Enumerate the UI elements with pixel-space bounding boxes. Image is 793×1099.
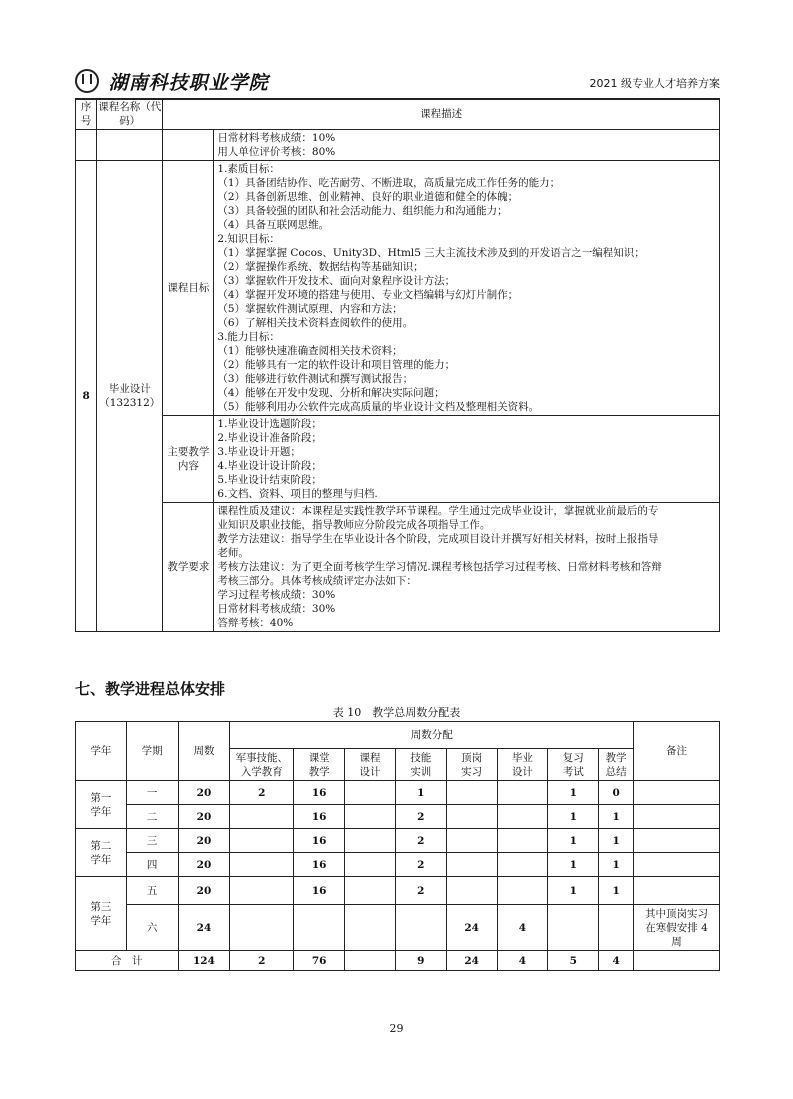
distribution-cell: 24 xyxy=(446,905,497,951)
desc-line: （4）掌握开发环境的搭建与使用、专业文档编辑与幻灯片制作； xyxy=(217,289,519,301)
distribution-cell xyxy=(345,781,396,805)
note-cell xyxy=(634,829,720,853)
note-cell: 其中顶岗实习 在寒假安排 4 周 xyxy=(634,905,720,951)
table-row xyxy=(76,805,720,829)
page-number: 29 xyxy=(389,1022,404,1035)
total-cell: 76 xyxy=(294,951,345,971)
page-header xyxy=(75,66,720,100)
distribution-cell xyxy=(230,905,294,951)
distribution-cell: 16 xyxy=(294,829,345,853)
plan-title: 2021 级专业人才培养方案 xyxy=(589,77,720,90)
header-name: 课程名称（代码） xyxy=(97,99,163,130)
desc-line: 2.知识目标： xyxy=(217,233,280,245)
distribution-cell xyxy=(497,805,548,829)
distribution-cell xyxy=(599,905,634,951)
distribution-cell xyxy=(446,805,497,829)
distribution-cell xyxy=(230,853,294,877)
table-row xyxy=(76,905,720,951)
distribution-cell xyxy=(345,829,396,853)
distribution-cell: 16 xyxy=(294,877,345,905)
table-row xyxy=(76,829,720,853)
distribution-cell: 2 xyxy=(395,805,446,829)
total-note xyxy=(634,951,720,971)
weeks-cell: 20 xyxy=(178,853,230,877)
desc-line: 答辩考核：40% xyxy=(217,617,294,629)
distribution-cell: 1 xyxy=(548,877,599,905)
desc-line: 6.文档、资料、项目的整理与归档. xyxy=(217,488,378,500)
term-cell: 六 xyxy=(126,905,178,951)
requirements-desc xyxy=(214,503,720,632)
distribution-cell: 1 xyxy=(548,781,599,805)
desc-line: 1.素质目标： xyxy=(217,163,280,175)
desc-line: （1）能够快速准确查阅相关技术资料； xyxy=(217,345,403,357)
desc-line: 1.毕业设计选题阶段； xyxy=(217,418,322,430)
distribution-cell xyxy=(345,877,396,905)
sub-header: 毕业 设计 xyxy=(497,749,548,781)
requirements-label: 教学要求 xyxy=(163,503,214,632)
desc-line: （5）掌握软件测试原理、内容和方法； xyxy=(217,303,403,315)
term-cell: 一 xyxy=(126,781,178,805)
distribution-cell: 1 xyxy=(548,805,599,829)
note-cell xyxy=(634,781,720,805)
desc-line: 业知识及职业技能，指导教师应分阶段完成各项指导工作。 xyxy=(217,519,491,531)
desc-line: （6）了解相关技术资料查阅软件的使用。 xyxy=(217,317,414,329)
content-label: 主要教学内容 xyxy=(163,416,214,503)
year-cell: 第三 学年 xyxy=(76,877,127,951)
distribution-cell xyxy=(446,853,497,877)
weeks-cell: 20 xyxy=(178,781,230,805)
desc-line: 5.毕业设计结束阶段； xyxy=(217,474,322,486)
distribution-cell: 2 xyxy=(230,781,294,805)
weeks-distribution-table xyxy=(75,721,720,971)
sub-header: 课堂 教学 xyxy=(294,749,345,781)
desc-line: 4.毕业设计设计阶段； xyxy=(217,460,322,472)
goals-label: 课程目标 xyxy=(163,161,214,416)
sub-header: 顶岗 实习 xyxy=(446,749,497,781)
school-name: 湖南科技职业学院 xyxy=(108,72,269,94)
distribution-cell xyxy=(548,905,599,951)
cont-name-cell xyxy=(97,130,163,161)
desc-line: （2）具备创新思维、创业精神、良好的职业道德和健全的体魄； xyxy=(217,191,519,203)
sub-header: 教学 总结 xyxy=(599,749,634,781)
desc-line: 老师。 xyxy=(217,547,249,559)
course-name: 毕业设计 （132312） xyxy=(97,161,163,632)
total-cell: 5 xyxy=(548,951,599,971)
distribution-cell xyxy=(345,905,396,951)
course-no: 8 xyxy=(76,161,97,632)
distribution-cell xyxy=(446,877,497,905)
distribution-cell xyxy=(230,877,294,905)
year-cell: 第二 学年 xyxy=(76,829,127,877)
distribution-cell: 4 xyxy=(497,905,548,951)
desc-line: 考核三部分。具体考核成绩评定办法如下： xyxy=(217,575,417,587)
distribution-cell xyxy=(230,829,294,853)
distribution-cell xyxy=(395,905,446,951)
desc-line: 3.能力目标： xyxy=(217,331,280,343)
distribution-cell xyxy=(446,781,497,805)
header-no: 序号 xyxy=(76,99,97,130)
sub-header: 复习 考试 xyxy=(548,749,599,781)
desc-line: （1）掌握掌握 Cocos、Unity3D、Html5 三大主流技术涉及到的开发语言之一编程知识； xyxy=(217,247,645,259)
desc-line: （3）掌握软件开发技术、面向对象程序设计方法； xyxy=(217,275,456,287)
distribution-cell xyxy=(497,853,548,877)
header-year: 学年 xyxy=(76,722,127,781)
distribution-cell xyxy=(294,905,345,951)
term-cell: 五 xyxy=(126,877,178,905)
sub-header: 军事技能、 入学教育 xyxy=(230,749,294,781)
weeks-cell: 24 xyxy=(178,905,230,951)
header-note: 备注 xyxy=(634,722,720,781)
desc-line: （4）能够在开发中发现、分析和解决实际问题； xyxy=(217,387,445,399)
desc-line: （2）能够具有一定的软件设计和项目管理的能力； xyxy=(217,359,456,371)
distribution-cell xyxy=(497,829,548,853)
desc-line: 日常材料考核成绩：10% xyxy=(217,132,336,144)
note-cell xyxy=(634,805,720,829)
distribution-cell xyxy=(446,829,497,853)
total-cell: 2 xyxy=(230,951,294,971)
distribution-cell: 1 xyxy=(599,877,634,905)
term-cell: 二 xyxy=(126,805,178,829)
desc-line: 学习过程考核成绩：30% xyxy=(217,589,336,601)
total-cell: 24 xyxy=(446,951,497,971)
note-cell xyxy=(634,877,720,905)
distribution-cell xyxy=(497,781,548,805)
distribution-cell: 16 xyxy=(294,853,345,877)
distribution-cell: 2 xyxy=(395,853,446,877)
weeks-cell: 20 xyxy=(178,805,230,829)
distribution-cell xyxy=(345,805,396,829)
total-cell: 4 xyxy=(599,951,634,971)
distribution-cell: 2 xyxy=(395,829,446,853)
total-cell: 9 xyxy=(395,951,446,971)
desc-line: （2）掌握操作系统、数据结构等基础知识； xyxy=(217,261,424,273)
sub-header: 技能 实训 xyxy=(395,749,446,781)
distribution-cell: 2 xyxy=(395,877,446,905)
cont-desc-cell xyxy=(214,130,720,161)
desc-line: 考核方法建议：为了更全面考核学生学习情况.课程考核包括学习过程考核、日常材料考核和答辩 xyxy=(217,561,662,573)
desc-line: 用人单位评价考核：80% xyxy=(217,146,336,158)
desc-line: （1）具备团结协作、吃苦耐劳、不断进取，高质量完成工作任务的能力； xyxy=(217,177,561,189)
total-label: 合 计 xyxy=(76,951,179,971)
cont-no-cell xyxy=(76,130,97,161)
table-row xyxy=(76,781,720,805)
desc-line: （5）能够利用办公软件完成高质量的毕业设计文档及整理相关资料。 xyxy=(217,401,540,413)
distribution-cell: 1 xyxy=(548,853,599,877)
total-cell: 4 xyxy=(497,951,548,971)
weeks-cell: 20 xyxy=(178,829,230,853)
school-emblem-icon xyxy=(75,69,99,93)
distribution-cell: 1 xyxy=(548,829,599,853)
goals-desc xyxy=(214,161,720,416)
distribution-cell xyxy=(497,877,548,905)
term-cell: 四 xyxy=(126,853,178,877)
total-weeks: 124 xyxy=(178,951,230,971)
distribution-cell: 1 xyxy=(599,805,634,829)
sub-header: 课程 设计 xyxy=(345,749,396,781)
desc-line: 日常材料考核成绩：30% xyxy=(217,603,336,615)
desc-line: 课程性质及建议：本课程是实践性教学环节课程。学生通过完成毕业设计，掌握就业前最后的专 xyxy=(217,505,659,517)
course-description-table xyxy=(75,98,720,632)
header-weeks: 周数 xyxy=(178,722,230,781)
header-desc: 课程描述 xyxy=(163,99,720,130)
distribution-cell: 16 xyxy=(294,805,345,829)
desc-line: 教学方法建议：指导学生在毕业设计各个阶段，完成项目设计并撰写好相关材料，按时上报指导 xyxy=(217,533,659,545)
content-desc xyxy=(214,416,720,503)
distribution-cell: 1 xyxy=(599,853,634,877)
table-row xyxy=(76,853,720,877)
table-caption: 表 10 教学总周数分配表 xyxy=(332,706,461,719)
distribution-cell xyxy=(345,853,396,877)
distribution-cell: 16 xyxy=(294,781,345,805)
header-term: 学期 xyxy=(126,722,178,781)
distribution-cell: 1 xyxy=(599,829,634,853)
school-logo xyxy=(75,68,269,95)
desc-line: 2.毕业设计准备阶段； xyxy=(217,432,322,444)
year-cell: 第一 学年 xyxy=(76,781,127,829)
distribution-cell: 0 xyxy=(599,781,634,805)
header-distribution: 周数分配 xyxy=(230,722,634,749)
table-row xyxy=(76,877,720,905)
total-cell xyxy=(345,951,396,971)
desc-line: （3）具备较强的团队和社会活动能力、组织能力和沟通能力； xyxy=(217,205,508,217)
term-cell: 三 xyxy=(126,829,178,853)
desc-line: （3）能够进行软件测试和撰写测试报告； xyxy=(217,373,414,385)
distribution-cell: 1 xyxy=(395,781,446,805)
note-cell xyxy=(634,853,720,877)
weeks-cell: 20 xyxy=(178,877,230,905)
section-title: 七、教学进程总体安排 xyxy=(75,680,226,698)
desc-line: 3.毕业设计开题； xyxy=(217,446,301,458)
cont-label-cell xyxy=(163,130,214,161)
distribution-cell xyxy=(230,805,294,829)
desc-line: （4）具备互联网思维。 xyxy=(217,219,330,231)
